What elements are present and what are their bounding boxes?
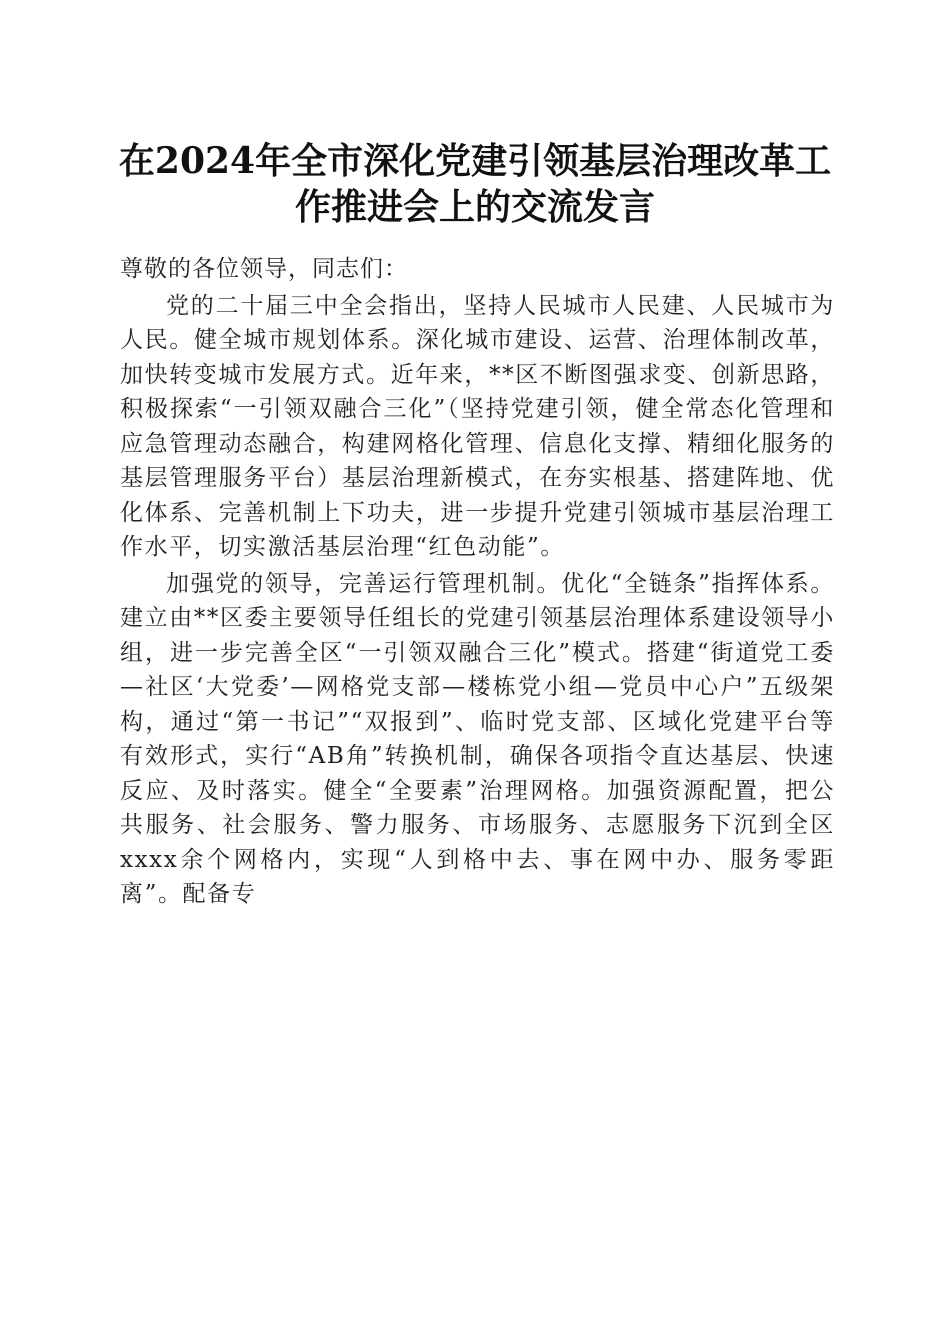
document-body [120,252,835,912]
document-title [100,138,850,230]
title-line-1: 在2024年全市深化党建引领基层治理改革工 [118,140,832,182]
title-line-2: 作推进会上的交流发言 [294,186,655,228]
paragraph-1: 党的二十届三中全会指出，坚持人民城市人民建、人民城市为人民。健全城市规划体系。深化城市建设、运营、治理体制改革，加快转变城市发展方式。近年来，**区不断图强求变、创新思路，积极探索“一引领双融合三化”（坚持党建引领，健全常态化管理和应急管理动态融合，构建网格化管理、信息化支撑、精细化服务的基层管理服务平台）基层治理新模式，在夯实根基、搭建阵地、优化体系、完善机制上下功夫，进一步提升党建引领城市基层治理工作水平，切实激活基层治理“红色动能”。 [120,292,835,560]
paragraph-2: 加强党的领导，完善运行管理机制。优化“全链条”指挥体系。建立由**区委主要领导任组长的党建引领基层治理体系建设领导小组，进一步完善全区“一引领双融合三化”模式。搭建“街道党工委—社区‘大党委’—网格党支部—楼栋党小组—党员中心户”五级架构，通过“第一书记”“双报到”、临时党支部、区域化党建平台等有效形式，实行“AB角”转换机制，确保各项指令直达基层、快速反应、及时落实。健全“全要素”治理网格。加强资源配置，把公共服务、社会服务、警力服务、市场服务、志愿服务下沉到全区xxxx余个网格内，实现“人到格中去、事在网中办、服务零距离”。配备专 [120,570,835,907]
salutation: 尊敬的各位领导，同志们： [120,256,408,282]
